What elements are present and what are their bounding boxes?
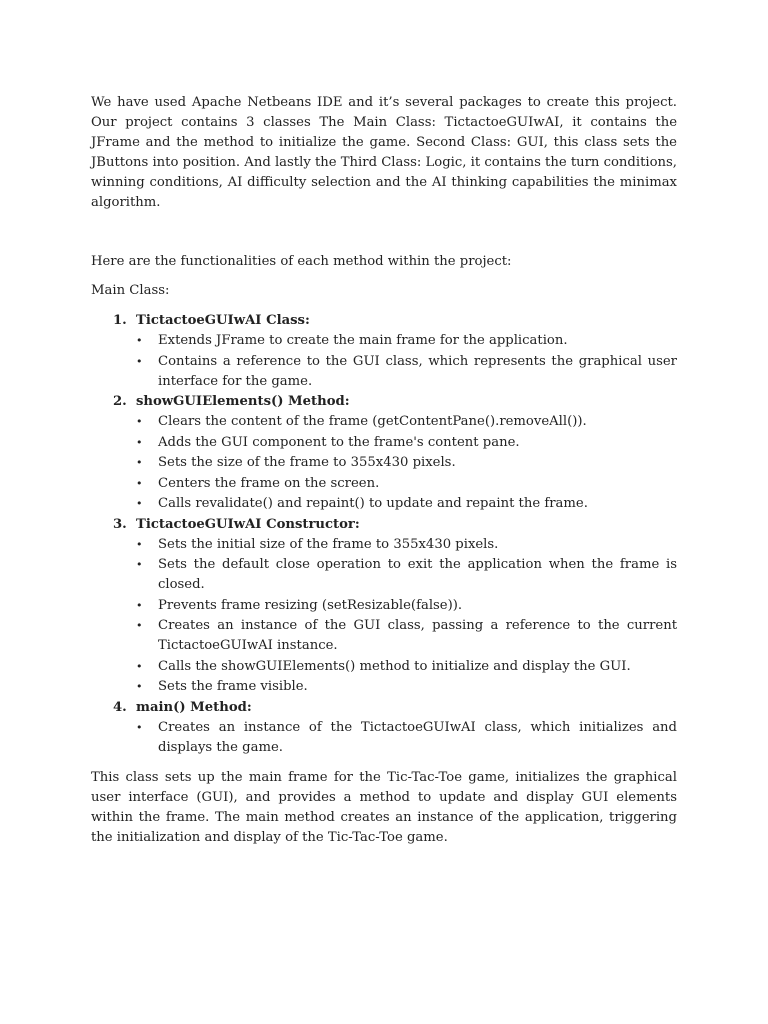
bullet-icon: • [136,456,143,469]
intro-paragraph: We have used Apache Netbeans IDE and it’s several packages to create this project. Our project contains 3 classes The Main Class: TictactoeGUIwAI, it contains the JFrame and the method to initialize the game. Second Class: GUI, this class sets the JButtons into position. And lastly the Third Class: Logic, it contains the turn conditions, winning conditions, AI difficulty selection and the AI thinking capabilities the minimax algorithm. [91,95,677,210]
point-text: Sets the default close operation to exit the application when the frame is closed. [158,557,677,592]
bullet-icon: • [136,476,143,490]
method-point [136,535,677,555]
summary-paragraph: This class sets up the main frame for the Tic-Tac-Toe game, initializes the graphical user interface (GUI), and provides a method to update and display GUI elements within the frame. The main method creates an instance of the application, triggering the initialization and display of the Tic-Tac-Toe game. [91,769,677,845]
bullet-icon: • [136,497,143,510]
method-item [91,515,677,698]
point-text: Creates an instance of the TictactoeGUIwAI class, which initializes and displays the game. [158,719,677,755]
method-point [136,596,677,616]
bullet-icon: • [136,435,143,449]
method-point [136,718,677,758]
method-point [136,657,677,677]
main-class-label: Main Class: [91,283,170,298]
method-points [136,412,677,514]
method-title: main() Method: [136,699,252,715]
method-point [136,474,677,494]
bullet-icon: • [136,558,143,571]
method-points [136,718,677,758]
method-item [91,392,677,514]
bullet-icon: • [136,415,143,428]
method-point [136,555,677,595]
method-point [136,453,677,473]
method-number: 3. [113,516,127,532]
point-text: Sets the initial size of the frame to 355x430 pixels. [158,536,499,552]
method-point [136,616,677,656]
method-number: 2. [113,394,127,409]
method-point [136,412,677,432]
point-text: Calls revalidate() and repaint() to update and repaint the frame. [158,496,588,511]
bullet-icon: • [136,598,143,612]
bullet-icon: • [136,680,143,693]
point-text: Clears the content of the frame (getContentPane().removeAll()). [158,414,587,429]
bullet-icon: • [136,354,143,368]
method-title: TictactoeGUIwAI Class: [136,313,310,328]
point-text: Creates an instance of the GUI class, passing a reference to the current TictactoeGUIwAI instance. [158,618,677,653]
method-list [91,311,677,758]
methods-lead-text: Here are the functionalities of each method within the project: [91,254,512,269]
bullet-icon: • [136,659,143,673]
point-text: Contains a reference to the GUI class, which represents the graphical user interface for the game. [158,353,677,389]
method-number: 1. [113,313,127,328]
method-item [91,311,677,392]
bullet-icon: • [136,720,143,734]
point-text: Centers the frame on the screen. [158,475,380,491]
point-text: Prevents frame resizing (setResizable(false)). [158,597,463,613]
method-point [136,433,677,453]
bullet-icon: • [136,619,143,632]
method-points [136,331,677,392]
method-point [136,352,677,392]
point-text: Calls the showGUIElements() method to initialize and display the GUI. [158,658,631,674]
method-title: showGUIElements() Method: [136,394,350,409]
method-point [136,494,677,514]
bullet-icon: • [136,537,143,551]
point-text: Sets the frame visible. [158,679,308,694]
point-text: Sets the size of the frame to 355x430 pixels. [158,455,456,470]
point-text: Extends JFrame to create the main frame for the application. [158,333,568,348]
method-points [136,535,677,698]
bullet-icon: • [136,334,143,347]
method-point [136,331,677,351]
method-title: TictactoeGUIwAI Constructor: [136,516,360,532]
method-item [91,698,677,758]
document-page [91,93,677,848]
method-point [136,677,677,697]
method-number: 4. [113,699,127,715]
point-text: Adds the GUI component to the frame's content pane. [158,434,520,450]
